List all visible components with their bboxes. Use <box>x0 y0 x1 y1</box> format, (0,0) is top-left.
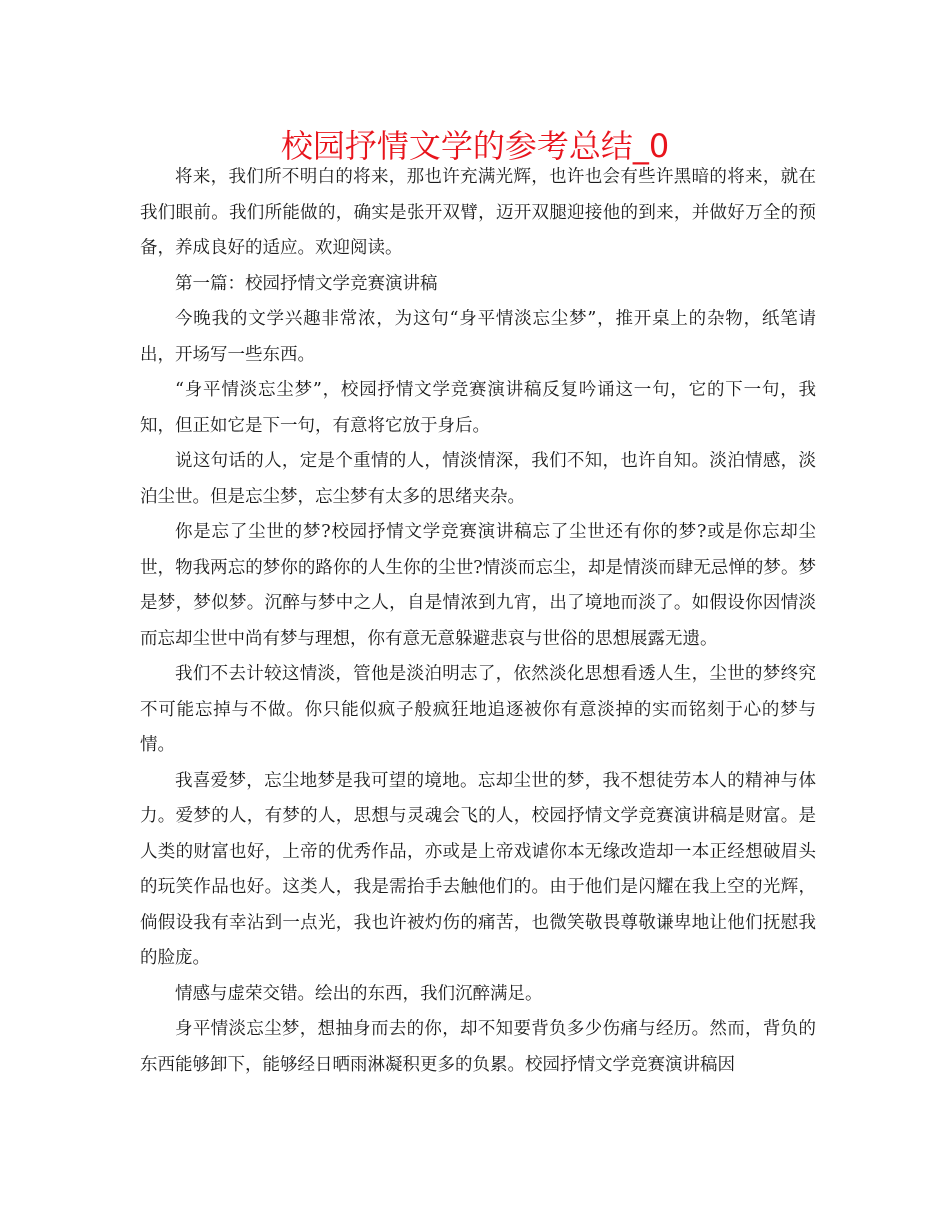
paragraph: 你是忘了尘世的梦?校园抒情文学竞赛演讲稿忘了尘世还有你的梦?或是你忘却尘世，物我两忘的梦你的路你的人生你的尘世?情淡而忘尘，却是情淡而肆无忌惮的梦。梦是梦，梦似梦。沉醉与梦中之人，自是情浓到九宵，出了境地而淡了。如假设你因情淡而忘却尘世中尚有梦与理想，你有意无意躲避悲哀与世俗的思想展露无遗。 <box>140 522 816 649</box>
document-body <box>140 160 816 1083</box>
paragraph: 将来，我们所不明白的将来，那也许充满光辉，也许也会有些许黑暗的将来，就在我们眼前。我们所能做的，确实是张开双臂，迈开双腿迎接他的到来，并做好万全的预备，养成良好的适应。欢迎阅读。 <box>140 167 816 258</box>
paragraph: 今晚我的文学兴趣非常浓，为这句“身平情淡忘尘梦”，推开桌上的杂物，纸笔请出，开场写一些东西。 <box>140 309 816 365</box>
paragraph: 我们不去计较这情淡，管他是淡泊明志了，依然淡化思想看透人生，尘世的梦终究不可能忘掉与不做。你只能似疯子般疯狂地追逐被你有意淡掉的实而铭刻于心的梦与情。 <box>140 664 816 755</box>
document-title: 校园抒情文学的参考总结_0 <box>280 127 670 165</box>
paragraph: 身平情淡忘尘梦，想抽身而去的你，却不知要背负多少伤痛与经历。然而，背负的东西能够卸下，能够经日晒雨淋凝积更多的负累。校园抒情文学竞赛演讲稿因 <box>140 1019 816 1075</box>
paragraph: 我喜爱梦，忘尘地梦是我可望的境地。忘却尘世的梦，我不想徒劳本人的精神与体力。爱梦的人，有梦的人，思想与灵魂会飞的人，校园抒情文学竞赛演讲稿是财富。是人类的财富也好，上帝的优秀作品，亦或是上帝戏谑你本无缘改造却一本正经想破眉头的玩笑作品也好。这类人，我是需抬手去触他们的。由于他们是闪耀在我上空的光辉，倘假设我有幸沾到一点光，我也许被灼伤的痛苦，也微笑敬畏尊敬谦卑地让他们抚慰我的脸庞。 <box>140 770 816 968</box>
paragraph: 说这句话的人，定是个重情的人，情淡情深，我们不知，也许自知。淡泊情感，淡泊尘世。但是忘尘梦，忘尘梦有太多的思绪夹杂。 <box>140 451 816 507</box>
paragraph: “身平情淡忘尘梦”，校园抒情文学竞赛演讲稿反复吟诵这一句，它的下一句，我知，但正如它是下一句，有意将它放于身后。 <box>140 380 816 436</box>
section-heading: 第一篇：校园抒情文学竞赛演讲稿 <box>175 273 438 294</box>
paragraph: 情感与虚荣交错。绘出的东西，我们沉醉满足。 <box>175 983 543 1004</box>
